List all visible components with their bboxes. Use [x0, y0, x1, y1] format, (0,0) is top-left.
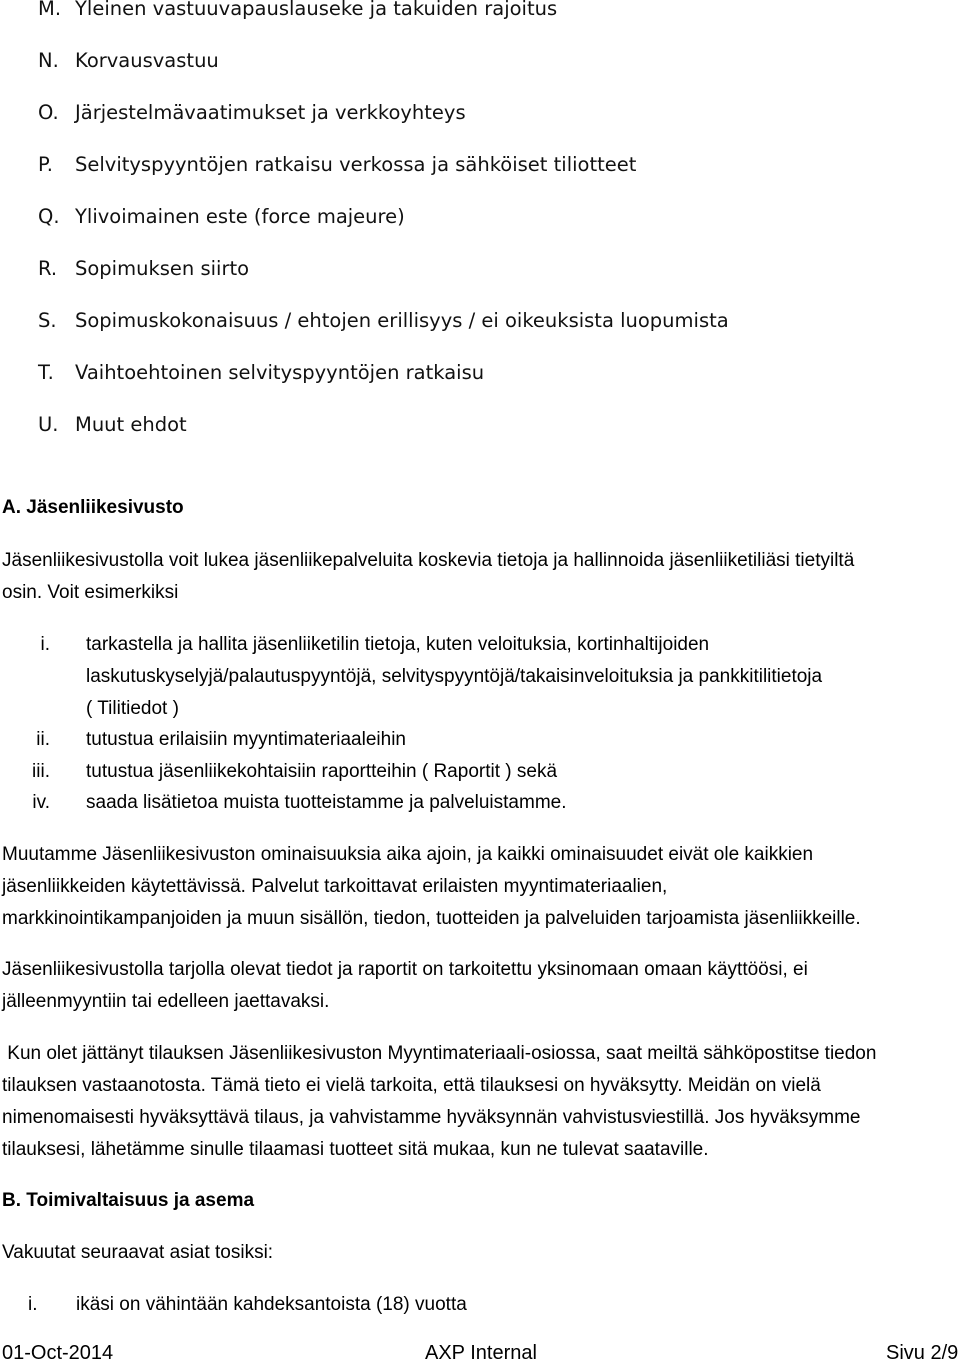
- toc-item: [38, 49, 219, 72]
- toc-letter: S.: [38, 309, 57, 332]
- paragraph-line: jälleenmyyntiin tai edelleen jaettavaksi.: [2, 991, 330, 1012]
- toc-text: Yleinen vastuuvapauslauseke ja takuiden rajoitus: [75, 0, 558, 20]
- list-number: iii.: [32, 761, 50, 782]
- toc-item: [38, 309, 729, 332]
- list-number: i.: [28, 1294, 38, 1315]
- paragraph-line: Kun olet jättänyt tilauksen Jäsenliikesivuston Myyntimateriaali-osiossa, saat meiltä sähköpostitse tiedon: [2, 1043, 877, 1064]
- section-b-intro: Vakuutat seuraavat asiat tosiksi:: [2, 1242, 274, 1263]
- toc-item: [38, 257, 249, 280]
- section-a-heading: A. Jäsenliikesivusto: [2, 497, 184, 518]
- toc-item: [38, 0, 557, 20]
- toc-letter: O.: [38, 101, 59, 124]
- toc-item: [38, 205, 405, 228]
- toc-item: [38, 153, 636, 176]
- footer-page-number: Sivu 2/9: [886, 1342, 959, 1364]
- toc-item: [38, 413, 187, 436]
- footer-classification: AXP Internal: [425, 1342, 537, 1364]
- section-a-intro-line: osin. Voit esimerkiksi: [2, 582, 179, 603]
- section-a-intro-line: Jäsenliikesivustolla voit lukea jäsenliikepalveluita koskevia tietoja ja hallinnoida jäsenliiketiliäsi tietyiltä: [2, 550, 855, 571]
- toc-text: Ylivoimainen este (force majeure): [75, 205, 405, 228]
- section-b-heading: B. Toimivaltaisuus ja asema: [2, 1190, 255, 1211]
- toc-letter: U.: [38, 413, 59, 436]
- list-item-line: saada lisätietoa muista tuotteistamme ja palveluistamme.: [86, 792, 567, 813]
- list-item-line: ikäsi on vähintään kahdeksantoista (18) vuotta: [76, 1294, 467, 1315]
- toc-text: Sopimuskokonaisuus / ehtojen erillisyys / ei oikeuksista luopumista: [75, 309, 729, 332]
- list-item-line: laskutuskyselyjä/palautuspyyntöjä, selvityspyyntöjä/takaisinveloituksia ja pankkitilitietoja: [86, 666, 823, 687]
- paragraph-line: tilauksesi, lähetämme sinulle tilaamasi tuotteet sitä mukaa, kun ne tulevat saataville.: [2, 1139, 709, 1160]
- paragraph-line: Jäsenliikesivustolla tarjolla olevat tiedot ja raportit on tarkoitettu yksinomaan omaan käyttöösi, ei: [2, 959, 808, 980]
- toc-text: Järjestelmävaatimukset ja verkkoyhteys: [75, 101, 466, 124]
- footer-date: 01-Oct-2014: [2, 1342, 114, 1364]
- toc-text: Muut ehdot: [75, 413, 187, 436]
- toc-letter: N.: [38, 49, 59, 72]
- toc-letter: P.: [38, 153, 53, 176]
- list-number: ii.: [36, 729, 50, 750]
- list-item-line: ( Tilitiedot ): [86, 698, 179, 719]
- toc-item: [38, 361, 484, 384]
- list-item-line: tutustua erilaisiin myyntimateriaaleihin: [86, 729, 406, 750]
- toc-letter: R.: [38, 257, 58, 280]
- toc-letter: M.: [38, 0, 62, 20]
- paragraph-line: jäsenliikkeiden käytettävissä. Palvelut tarkoittavat erilaisten myyntimateriaalien,: [2, 876, 668, 897]
- paragraph-line: nimenomaisesti hyväksyttävä tilaus, ja vahvistamme hyväksynnän vahvistusviestillä. Jos hyväksymme: [2, 1107, 861, 1128]
- list-number: i.: [40, 634, 50, 655]
- list-item-line: tarkastella ja hallita jäsenliiketilin tietoja, kuten veloituksia, kortinhaltijoiden: [86, 634, 710, 655]
- toc-text: Selvityspyyntöjen ratkaisu verkossa ja sähköiset tiliotteet: [75, 153, 637, 176]
- list-item-line: tutustua jäsenliikekohtaisiin raportteihin ( Raportit ) sekä: [86, 761, 558, 782]
- toc-text: Sopimuksen siirto: [75, 257, 250, 280]
- paragraph-line: tilauksen vastaanotosta. Tämä tieto ei vielä tarkoita, että tilauksesi on hyväksytty. Meidän on vielä: [2, 1075, 821, 1096]
- paragraph-line: Muutamme Jäsenliikesivuston ominaisuuksia aika ajoin, ja kaikki ominaisuudet eivät ole kaikkien: [2, 844, 814, 865]
- paragraph-line: markkinointikampanjoiden ja muun sisällön, tiedon, tuotteiden ja palveluiden tarjoamista jäsenliikkeille.: [2, 908, 861, 929]
- toc-item: [38, 101, 466, 124]
- toc-letter: Q.: [38, 205, 60, 228]
- list-number: iv.: [32, 792, 50, 813]
- toc-text: Korvausvastuu: [75, 49, 219, 72]
- toc-text: Vaihtoehtoinen selvityspyyntöjen ratkaisu: [75, 361, 485, 384]
- toc-letter: T.: [38, 361, 54, 384]
